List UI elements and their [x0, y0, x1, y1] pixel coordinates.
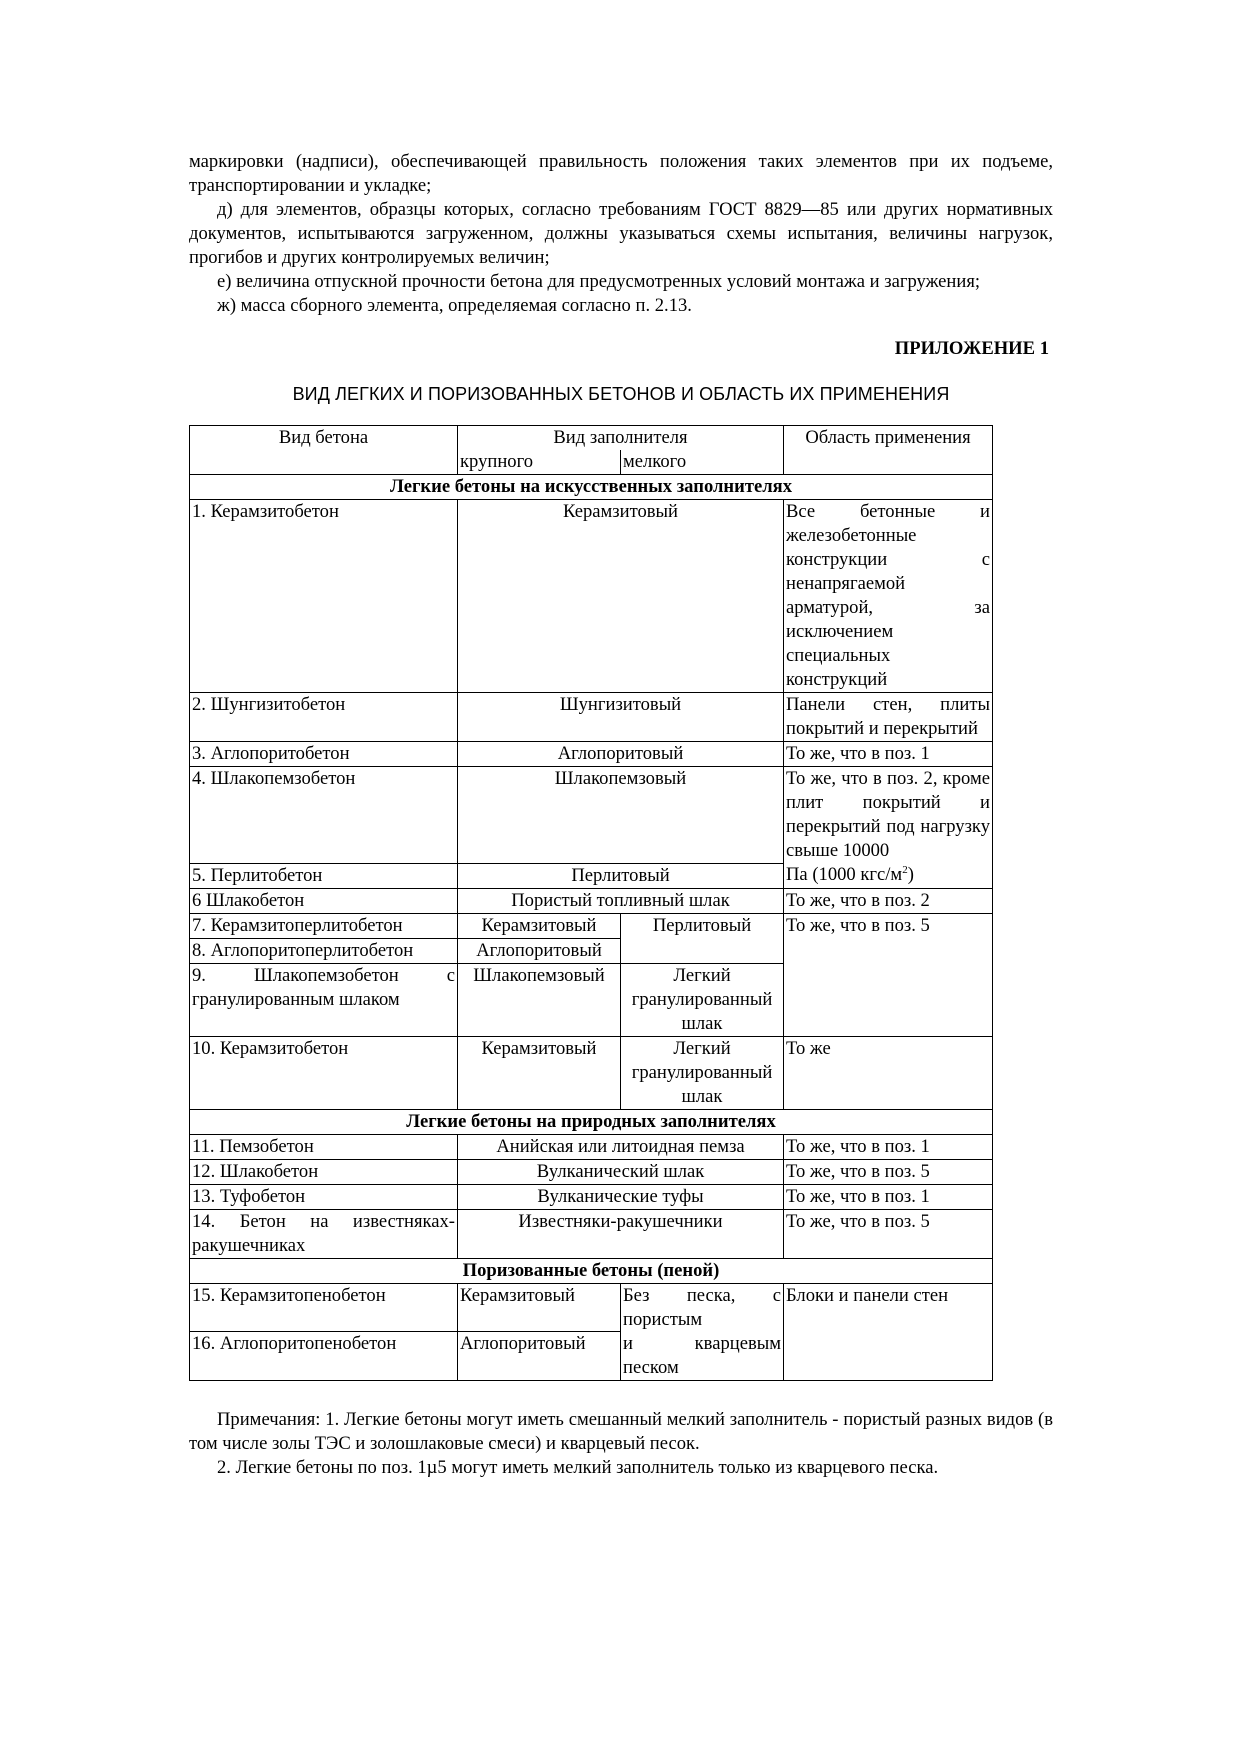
- header-application: Область применения: [784, 426, 993, 475]
- table-row: [190, 1159, 993, 1184]
- table-row: [190, 888, 993, 913]
- row-aggregate: Шлакопемзовый: [458, 767, 784, 864]
- row-name: 4. Шлакопемзобетон: [190, 767, 458, 864]
- row-name: 14. Бетон на известняках-ракушечниках: [190, 1209, 458, 1258]
- row-aggregate: Известняки-ракушечники: [458, 1209, 784, 1258]
- intro-paragraph-1: маркировки (надписи), обеспечивающей правильность положения таких элементов при их подъеме, транспортировании и укладке;: [189, 151, 1053, 196]
- row-name: 7. Керамзитоперлитобетон: [190, 913, 458, 938]
- row-name: 5. Перлитобетон: [190, 863, 458, 888]
- row-aggregate: Аглопоритовый: [458, 742, 784, 767]
- row-aggregate: Вулканические туфы: [458, 1184, 784, 1209]
- row-coarse: Шлакопемзовый: [458, 963, 621, 1036]
- row-name: 2. Шунгизитобетон: [190, 693, 458, 742]
- table-row: [190, 1184, 993, 1209]
- row-name: 1. Керамзитобетон: [190, 500, 458, 693]
- row-name: 16. Аглопоритопенобетон: [190, 1332, 458, 1381]
- row-fine: и кварцевым песком: [621, 1332, 784, 1381]
- table-row: [190, 1209, 993, 1258]
- row-aggregate: Шунгизитовый: [458, 693, 784, 742]
- table-header-row: [190, 426, 993, 451]
- intro-paragraph-e: е) величина отпускной прочности бетона для предусмотренных условий монтажа и загружения;: [217, 271, 981, 292]
- row-coarse: Аглопоритовый: [458, 1332, 621, 1381]
- row-application: Блоки и панели стен: [784, 1283, 993, 1380]
- row-name: 8. Аглопоритоперлитобетон: [190, 938, 458, 963]
- notes-block: [189, 1408, 1053, 1480]
- row-application: То же, что в поз. 5: [784, 1209, 993, 1258]
- row-application: [784, 863, 993, 888]
- application-suffix: ): [907, 864, 914, 885]
- table-row: [190, 767, 993, 864]
- row-coarse: Аглопоритовый: [458, 938, 621, 963]
- row-name: 15. Керамзитопенобетон: [190, 1283, 458, 1332]
- table-row: [190, 1283, 993, 1332]
- row-fine: Легкий гранулированный шлак: [621, 1036, 784, 1109]
- row-name: 9. Шлакопемзобетон с гранулированным шлаком: [190, 963, 458, 1036]
- row-application: То же, что в поз. 1: [784, 1184, 993, 1209]
- row-application: Все бетонные и железобетонные конструкции с ненапрягаемой арматурой, за исключением специальных конструкций: [784, 500, 993, 693]
- section-foamed-concrete: Поризованные бетоны (пеной): [190, 1258, 993, 1283]
- row-coarse: Керамзитовый: [458, 1036, 621, 1109]
- row-aggregate: Анийская или литоидная пемза: [458, 1134, 784, 1159]
- row-application: То же, что в поз. 1: [784, 742, 993, 767]
- application-superscript: 2: [902, 863, 908, 876]
- row-name: 12. Шлакобетон: [190, 1159, 458, 1184]
- header-aggregate: Вид заполнителя: [458, 426, 784, 451]
- row-application: То же, что в поз. 2, кроме плит покрытий и перекрытий под нагрузку свыше 10000: [784, 767, 993, 864]
- header-fine: мелкого: [621, 450, 784, 475]
- table-row: [190, 913, 993, 938]
- row-aggregate: Вулканический шлак: [458, 1159, 784, 1184]
- table-section-row: [190, 475, 993, 500]
- concrete-types-table: [189, 425, 993, 1381]
- section-artificial-aggregates: Легкие бетоны на искусственных заполнителях: [190, 475, 993, 500]
- table-row: [190, 863, 993, 888]
- table-row: [190, 500, 993, 693]
- table-row: [190, 1134, 993, 1159]
- row-name: 6 Шлакобетон: [190, 888, 458, 913]
- document-page: [189, 150, 1053, 1480]
- table-row: [190, 1036, 993, 1109]
- intro-paragraph-d: д) для элементов, образцы которых, согласно требованиям ГОСТ 8829—85 или других нормативных документов, испытываются загруженном, должны указываться схемы испытания, величины нагрузок, прогибов и других контролируемых величин;: [189, 199, 1053, 268]
- row-application: То же: [784, 1036, 993, 1109]
- row-name: 3. Аглопоритобетон: [190, 742, 458, 767]
- row-fine-empty: [621, 938, 784, 963]
- row-fine: Перлитовый: [621, 913, 784, 938]
- row-application: То же, что в поз. 5: [784, 1159, 993, 1184]
- row-fine: Без песка, с пористым: [621, 1283, 784, 1332]
- table-row: [190, 693, 993, 742]
- appendix-label: ПРИЛОЖЕНИЕ 1: [894, 338, 1049, 359]
- row-application: То же, что в поз. 2: [784, 888, 993, 913]
- row-name: 10. Керамзитобетон: [190, 1036, 458, 1109]
- row-coarse: Керамзитовый: [458, 1283, 621, 1332]
- table-row: [190, 742, 993, 767]
- row-name: 11. Пемзобетон: [190, 1134, 458, 1159]
- row-coarse: Керамзитовый: [458, 913, 621, 938]
- note-1: Примечания: 1. Легкие бетоны могут иметь смешанный мелкий заполнитель - пористый разных видов (в том числе золы ТЭС и золошлаковые смеси) и кварцевый песок.: [189, 1408, 1053, 1454]
- header-coarse: крупного: [458, 450, 621, 475]
- row-aggregate: Перлитовый: [458, 863, 784, 888]
- row-fine: Легкий гранулированный шлак: [621, 963, 784, 1036]
- note-2: 2. Легкие бетоны по поз. 1µ5 могут иметь мелкий заполнитель только из кварцевого песка.: [217, 1456, 939, 1478]
- document-title: ВИД ЛЕГКИХ И ПОРИЗОВАННЫХ БЕТОНОВ И ОБЛАСТЬ ИХ ПРИМЕНЕНИЯ: [292, 384, 950, 404]
- row-application: То же, что в поз. 5: [784, 913, 993, 1036]
- row-application: Панели стен, плиты покрытий и перекрытий: [784, 693, 993, 742]
- application-prefix: Па (1000 кгс/м: [786, 864, 903, 885]
- row-aggregate: Пористый топливный шлак: [458, 888, 784, 913]
- table-section-row: [190, 1109, 993, 1134]
- row-application: То же, что в поз. 1: [784, 1134, 993, 1159]
- header-concrete-type: Вид бетона: [190, 426, 458, 475]
- table-section-row: [190, 1258, 993, 1283]
- row-name: 13. Туфобетон: [190, 1184, 458, 1209]
- section-natural-aggregates: Легкие бетоны на природных заполнителях: [190, 1109, 993, 1134]
- intro-paragraph-zh: ж) масса сборного элемента, определяемая согласно п. 2.13.: [217, 295, 692, 316]
- row-aggregate: Керамзитовый: [458, 500, 784, 693]
